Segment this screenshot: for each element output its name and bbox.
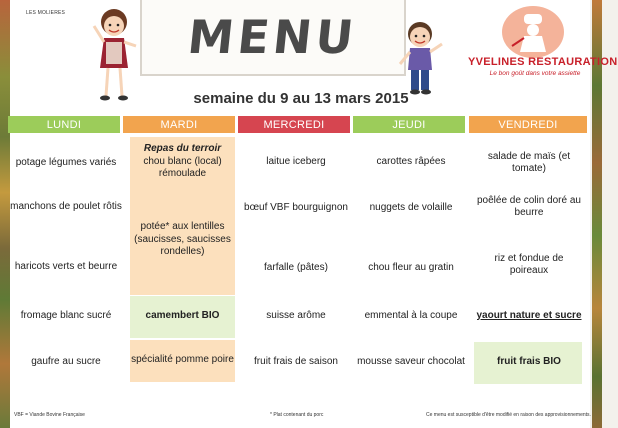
terroir-title: Repas du terroir: [143, 143, 222, 155]
day-header-mercredi: MERCREDI: [238, 116, 350, 133]
jeudi-main: nuggets de volaille: [369, 201, 453, 213]
lundi-dessert: gaufre au sucre: [31, 355, 101, 367]
boy-illustration-icon: [396, 18, 448, 98]
vendredi-dairy: yaourt nature et sucre: [476, 309, 582, 321]
lundi-dairy: fromage blanc sucré: [20, 309, 112, 321]
vendredi-side: riz et fondue de poireaux: [494, 252, 564, 276]
lundi-main: manchons de poulet rôtis: [10, 200, 122, 212]
mardi-dairy: camembert BIO: [145, 309, 220, 321]
school-name: LES MOLIERES: [26, 10, 66, 16]
jeudi-side: chou fleur au gratin: [368, 261, 454, 273]
vendredi-starter: salade de maïs (et tomate): [487, 150, 571, 174]
menu-title: MENU: [185, 10, 361, 64]
menu-banner: [140, 0, 406, 76]
day-header-lundi: LUNDI: [8, 116, 120, 133]
vendredi-main: poêlée de colin doré au beurre: [477, 194, 581, 218]
lundi-side: haricots verts et beurre: [14, 260, 118, 272]
mercredi-dessert: fruit frais de saison: [254, 355, 338, 367]
mercredi-dairy: suisse arôme: [266, 309, 326, 321]
jeudi-dairy: emmental à la coupe: [364, 309, 458, 321]
chef-badge-icon: [502, 6, 564, 58]
jeudi-starter: carottes râpées: [376, 155, 446, 167]
footer-pork-note: * Plat contenant du porc: [270, 412, 324, 418]
lundi-starter: potage légumes variés: [15, 156, 117, 168]
jeudi-dessert: mousse saveur chocolat: [357, 355, 465, 367]
day-header-vendredi: VENDREDI: [469, 116, 587, 133]
week-title: semaine du 9 au 13 mars 2015: [193, 90, 409, 107]
day-header-jeudi: JEUDI: [353, 116, 465, 133]
footer-change-note: Ce menu est susceptible d'être modifié en raison des approvisionnements.: [426, 412, 591, 418]
mercredi-side: farfalle (pâtes): [264, 261, 328, 273]
mardi-main: potée* aux lentilles (saucisses, saucisses rondelles): [134, 221, 231, 258]
caterer-logo: [468, 6, 618, 88]
mardi-dessert: spécialité pomme poire: [131, 353, 234, 365]
caterer-name: YVELINES RESTAURATION: [468, 56, 618, 68]
footer-vbf-note: VBF = Viande Bovine Française: [14, 412, 85, 418]
mercredi-main: bœuf VBF bourguignon: [244, 201, 348, 213]
left-photo-edge: [0, 0, 10, 428]
mercredi-starter: laitue iceberg: [266, 155, 326, 167]
day-header-mardi: MARDI: [123, 116, 235, 133]
vendredi-dessert: fruit frais BIO: [497, 355, 561, 367]
mardi-starter-text: chou blanc (local) rémoulade: [143, 155, 222, 180]
mardi-starter: [130, 140, 235, 184]
caterer-tagline: Le bon goût dans votre assiette: [489, 70, 581, 77]
